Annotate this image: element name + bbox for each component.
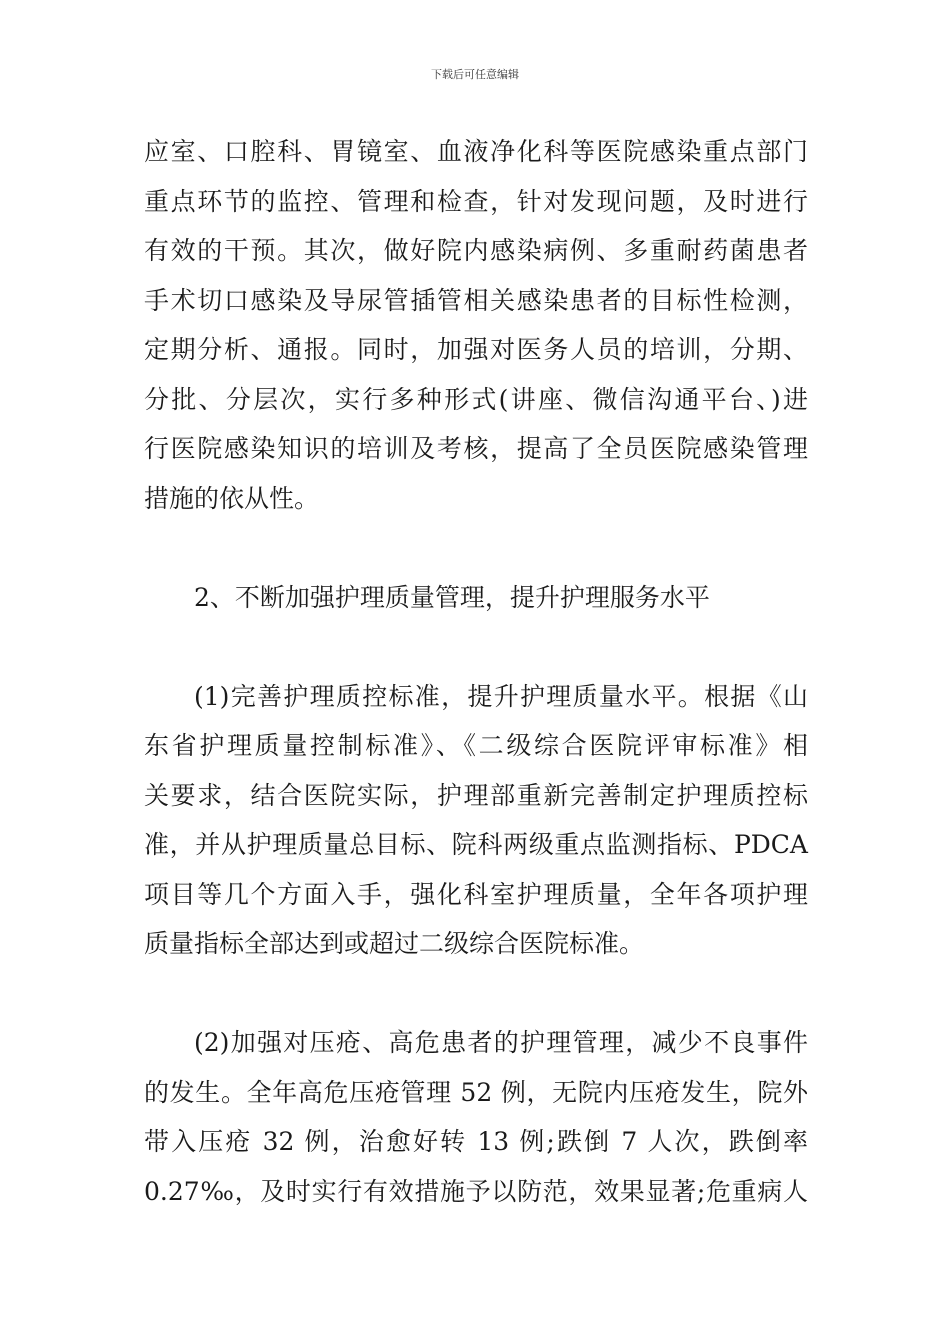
text-line: 行医院感染知识的培训及考核，提高了全员医院感染管理 xyxy=(144,434,808,463)
text-line: 准，并从护理质量总目标、院科两级重点监测指标、PDCA xyxy=(144,830,808,859)
paragraph-pressure-ulcer xyxy=(144,1018,808,1216)
text-line: 重点环节的监控、管理和检查，针对发现问题，及时进行 xyxy=(144,186,808,216)
text-line: 东省护理质量控制标准》、《二级综合医院评审标准》相 xyxy=(144,731,808,760)
paragraph-gap xyxy=(144,523,808,573)
text-line: 的发生。全年高危压疮管理 52 例，无院内压疮发生，院外 xyxy=(144,1077,808,1107)
page-header: 下载后可任意编辑 xyxy=(431,68,519,81)
paragraph-gap xyxy=(144,622,808,672)
text-line: 措施的依从性。 xyxy=(144,483,320,513)
text-line: 关要求，结合医院实际，护理部重新完善制定护理质控标 xyxy=(144,780,808,810)
document-body xyxy=(144,127,808,1216)
paragraph-gap xyxy=(144,969,808,1019)
text-line: 0.27‰，及时实行有效措施予以防范，效果显著;危重病人 xyxy=(144,1176,808,1206)
text-line: 质量指标全部达到或超过二级综合医院标准。 xyxy=(144,929,645,958)
text-line: 手术切口感染及导尿管插管相关感染患者的目标性检测， xyxy=(144,285,808,315)
section-heading-text: 2、不断加强护理质量管理，提升护理服务水平 xyxy=(194,582,710,612)
text-line: 分批、分层次，实行多种形式(讲座、微信沟通平台、)进 xyxy=(144,384,808,414)
text-line: (1)完善护理质控标准，提升护理质量水平。根据《山 xyxy=(194,681,808,711)
paragraph-infection-control xyxy=(144,127,808,523)
text-line: (2)加强对压疮、高危患者的护理管理，减少不良事件 xyxy=(194,1028,808,1057)
text-line: 定期分析、通报。同时，加强对医务人员的培训，分期、 xyxy=(144,335,808,364)
paragraph-quality-standards xyxy=(144,672,808,969)
text-line: 应室、口腔科、胃镜室、血液净化科等医院感染重点部门 xyxy=(144,137,808,166)
text-line: 有效的干预。其次，做好院内感染病例、多重耐药菌患者 xyxy=(144,236,808,265)
text-line: 项目等几个方面入手，强化科室护理质量，全年各项护理 xyxy=(144,879,808,909)
section-heading xyxy=(144,573,808,623)
text-line: 带入压疮 32 例，治愈好转 13 例;跌倒 7 人次，跌倒率 xyxy=(144,1127,808,1156)
